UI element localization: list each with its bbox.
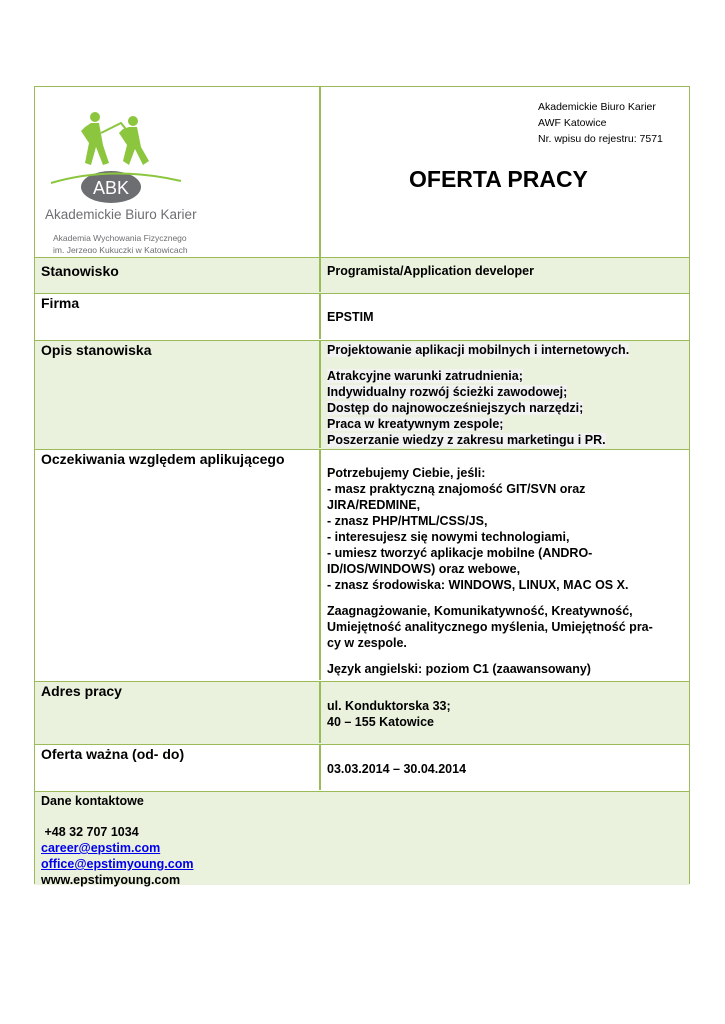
abk-logo-graphic: [41, 103, 211, 253]
opis-line: Praca w kreatywnym zespole;: [327, 417, 504, 431]
opis-line: Indywidualny rozwój ścieżki zawodowej;: [327, 385, 568, 399]
opis-line: Atrakcyjne warunki zatrudnienia;: [327, 369, 523, 383]
label-firma: Firma: [41, 295, 80, 311]
oczekiwania-line: Zaagnagżowanie, Komunikatywność, Kreatywność,: [327, 604, 633, 618]
oczekiwania-line: JIRA/REDMINE,: [327, 498, 421, 512]
value-opis: [327, 342, 629, 448]
label-kontakt: Dane kontaktowe: [41, 794, 144, 808]
contact-website: www.epstimyoung.com: [41, 873, 181, 887]
label-oferta: Oferta ważna (od- do): [41, 746, 185, 762]
contact-email-career-link[interactable]: career@epstim.com: [41, 841, 161, 855]
value-oczekiwania: [327, 465, 653, 677]
value-adres: [327, 698, 451, 730]
oczekiwania-line: Język angielski: poziom C1 (zaawansowany): [327, 662, 591, 676]
page-title: OFERTA PRACY: [409, 166, 588, 192]
row-oczekiwania: [35, 449, 689, 681]
oczekiwania-line: ID/IOS/WINDOWS) oraz webowe,: [327, 562, 521, 576]
oczekiwania-line: - interesujesz się nowymi technologiami,: [327, 530, 570, 544]
logo-line1: Akademia Wychowania Fizycznego: [53, 233, 187, 243]
oczekiwania-line: - masz praktyczną znajomość GIT/SVN oraz: [327, 482, 586, 496]
value-stanowisko: Programista/Application developer: [327, 264, 534, 278]
row-firma: [35, 293, 689, 340]
opis-line: Projektowanie aplikacji mobilnych i internetowych.: [327, 343, 630, 357]
oczekiwania-line: cy w zespole.: [327, 636, 407, 650]
oczekiwania-line: - znasz środowiska: WINDOWS, LINUX, MAC OS X.: [327, 578, 629, 592]
header-divider: [319, 87, 321, 257]
contact-phone: +48 32 707 1034: [41, 825, 139, 839]
row-stanowisko: [35, 257, 689, 293]
contact-details: [41, 824, 193, 888]
adres-line: 40 – 155 Katowice: [327, 715, 435, 729]
opis-line: Poszerzanie wiedzy z zakresu marketingu i PR.: [327, 433, 606, 447]
oczekiwania-line: - znasz PHP/HTML/CSS/JS,: [327, 514, 488, 528]
oczekiwania-line: Potrzebujemy Ciebie, jeśli:: [327, 466, 486, 480]
header-info-line: AWF Katowice: [538, 117, 607, 129]
row-kontakt: [35, 791, 689, 885]
header-info: [538, 99, 663, 147]
value-firma: EPSTIM: [327, 310, 374, 324]
row-oferta: [35, 744, 689, 791]
oczekiwania-line: Umiejętność analitycznego myślenia, Umiejętność pra-: [327, 620, 653, 634]
oczekiwania-line: - umiesz tworzyć aplikacje mobilne (ANDRO-: [327, 546, 593, 560]
logo-line2: im. Jerzego Kukuczki w Katowicach: [53, 245, 188, 253]
logo-name: Akademickie Biuro Karier: [45, 207, 197, 222]
label-opis: Opis stanowiska: [41, 342, 152, 358]
contact-email-office-link[interactable]: office@epstimyoung.com: [41, 857, 194, 871]
header-info-line: Akademickie Biuro Karier: [538, 101, 656, 113]
opis-line: Dostęp do najnowocześniejszych narzędzi;: [327, 401, 584, 415]
label-oczekiwania: Oczekiwania względem aplikującego: [41, 451, 285, 467]
label-stanowisko: Stanowisko: [41, 263, 119, 279]
label-adres: Adres pracy: [41, 683, 122, 699]
row-adres: [35, 681, 689, 744]
offer-table: [34, 86, 690, 887]
value-oferta: 03.03.2014 – 30.04.2014: [327, 762, 467, 776]
header-info-line: Nr. wpisu do rejestru: 7571: [538, 133, 663, 145]
row-opis: [35, 340, 689, 449]
logo-badge-text: ABK: [92, 178, 130, 198]
adres-line: ul. Konduktorska 33;: [327, 699, 451, 713]
abk-logo: [41, 103, 211, 253]
